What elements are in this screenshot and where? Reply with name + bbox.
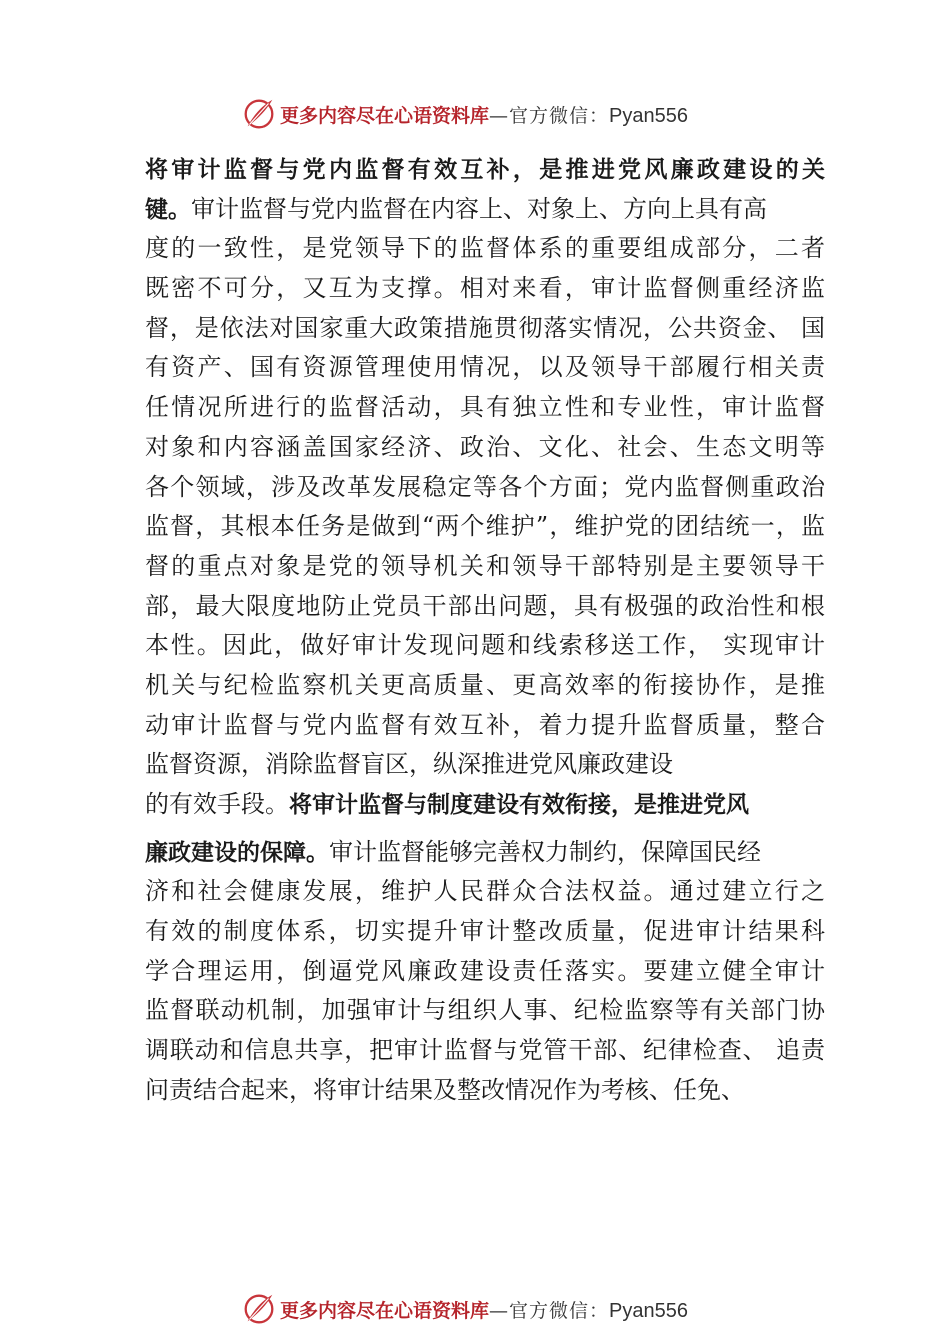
- footer-banner: [240, 1289, 760, 1329]
- text-line: [145, 428, 825, 468]
- text-line: [145, 785, 825, 825]
- text-line: [145, 952, 825, 992]
- text-line: [145, 1071, 825, 1111]
- banner-text: [280, 101, 688, 128]
- banner-text: [280, 1296, 688, 1323]
- body-text: 对象和内容涵盖国家经济、政治、文化、社会、生态文明等: [145, 432, 825, 461]
- body-text: 审计监督与党内监督在内容上、对象上、方向上具有高: [191, 194, 767, 223]
- bold-heading: 将审计监督与党内监督有效互补，是推进党风廉政建设的关: [145, 157, 825, 183]
- text-line: [145, 309, 825, 349]
- text-line: [145, 229, 825, 269]
- body-text: 既密不可分，又互为支撑。相对来看，审计监督侧重经济监: [145, 274, 825, 303]
- body-text: 各个领域，涉及改革发展稳定等各个方面；党内监督侧重政治: [145, 472, 825, 501]
- text-line: [145, 587, 825, 627]
- text-line: [145, 872, 825, 912]
- text-line: [145, 1031, 825, 1071]
- text-line: [145, 547, 825, 587]
- bold-heading: 键。: [145, 196, 191, 223]
- body-text: 机关与纪检监察机关更高质量、更高效率的衔接协作，是推: [145, 670, 825, 699]
- body-text: 监督，其根本任务是做到“两个维护”，维护党的团结统一，监: [145, 512, 825, 541]
- body-text: 动审计监督与党内监督有效互补，着力提升监督质量，整合: [145, 710, 825, 739]
- bold-heading: 廉政建设的保障。: [145, 839, 329, 866]
- text-line: [145, 190, 825, 230]
- text-line: [145, 991, 825, 1031]
- text-line: [145, 745, 825, 785]
- banner-wechat-label: —官方微信：: [489, 104, 610, 127]
- body-text: 学合理运用，倒逼党风廉政建设责任落实。要建立健全审计: [145, 956, 825, 985]
- body-text: 的有效手段。: [145, 790, 289, 818]
- body-text: 济和社会健康发展，维护人民群众合法权益。通过建立行之: [145, 877, 825, 906]
- text-line: [145, 912, 825, 952]
- text-line: [145, 388, 825, 428]
- banner-wechat-id: Pyan556: [609, 104, 688, 127]
- body-text: 本性。因此，做好审计发现问题和线索移送工作， 实现审计: [145, 631, 825, 660]
- body-text: 有资产、国有资源管理使用情况，以及领导干部履行相关责: [145, 353, 825, 382]
- quill-logo-icon: [240, 1290, 278, 1328]
- text-line: [145, 626, 825, 666]
- body-text: 度的一致性，是党领导下的监督体系的重要组成部分，二者: [145, 234, 825, 263]
- body-text: 问责结合起来，将审计结果及整改情况作为考核、任免、: [145, 1075, 745, 1104]
- text-line: [145, 269, 825, 309]
- banner-library-name: 更多内容尽在心语资料库: [280, 104, 490, 127]
- body-text: 部，最大限度地防止党员干部出问题，具有极强的政治性和根: [145, 591, 825, 620]
- text-line: [145, 468, 825, 508]
- article-body: [145, 150, 825, 1111]
- header-banner: [240, 94, 760, 134]
- text-line: [145, 507, 825, 547]
- body-text: 监督资源，消除监督盲区，纵深推进党风廉政建设: [145, 750, 673, 779]
- text-line: [145, 348, 825, 388]
- body-text: 任情况所进行的监督活动，具有独立性和专业性，审计监督: [145, 393, 825, 422]
- quill-logo-icon: [240, 95, 278, 133]
- body-text: 督，是依法对国家重大政策措施贯彻落实情况，公共资金、 国: [145, 313, 825, 342]
- text-line: [145, 150, 825, 190]
- body-text: 调联动和信息共享，把审计监督与党管干部、纪律检查、 追责: [145, 1036, 825, 1065]
- body-text: 审计监督能够完善权力制约，保障国民经: [329, 837, 761, 866]
- banner-library-name: 更多内容尽在心语资料库: [280, 1299, 490, 1322]
- banner-wechat-id: Pyan556: [609, 1299, 688, 1322]
- body-text: 督的重点对象是党的领导机关和领导干部特别是主要领导干: [145, 551, 825, 580]
- banner-wechat-label: —官方微信：: [489, 1299, 610, 1322]
- body-text: 有效的制度体系，切实提升审计整改质量，促进审计结果科: [145, 917, 825, 946]
- bold-heading: 将审计监督与制度建设有效衔接，是推进党风: [289, 792, 749, 818]
- body-text: 监督联动机制，加强审计与组织人事、纪检监察等有关部门协: [145, 996, 825, 1025]
- text-line: [145, 706, 825, 746]
- text-line: [145, 833, 825, 873]
- text-line: [145, 666, 825, 706]
